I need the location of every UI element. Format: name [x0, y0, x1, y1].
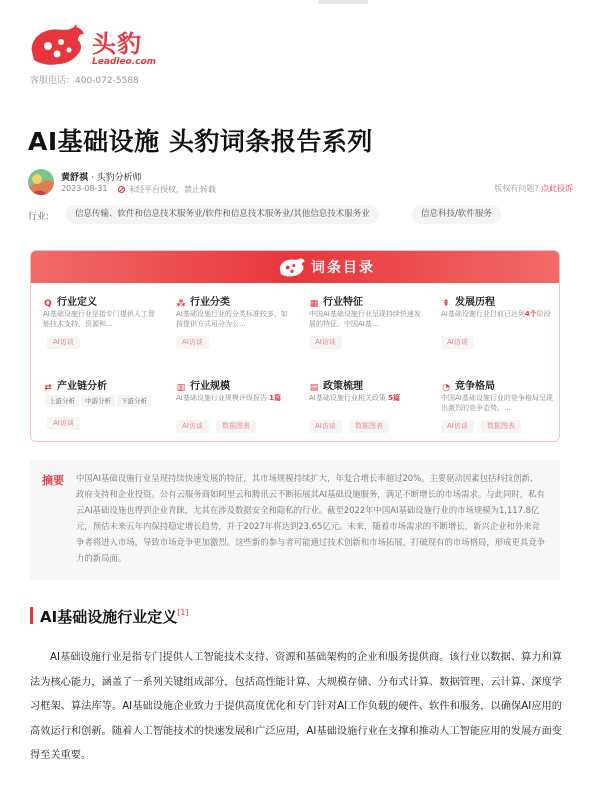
- history-icon: ⇞: [442, 299, 450, 309]
- toc-item-title: 行业特征: [323, 297, 363, 308]
- section-title: [40, 606, 189, 627]
- toc-item-desc: [309, 393, 427, 413]
- data-chart-chip[interactable]: 数据图表: [216, 420, 256, 433]
- toc-item-title: 行业定义: [57, 297, 97, 308]
- prohibited-icon: [118, 186, 125, 193]
- toc-desc-text: AI基础设施行业相关政策: [309, 394, 389, 402]
- toc-desc-text: AI基础设施行业规模评级报告: [176, 394, 270, 402]
- repost-notice: [118, 184, 216, 195]
- chain-icon: ⇄: [44, 383, 52, 393]
- avatar-image-icon: [28, 169, 54, 195]
- data-chart-chip[interactable]: 数据图表: [481, 420, 521, 433]
- ai-interview-chip[interactable]: AI访谈: [441, 336, 474, 349]
- midstream-chip[interactable]: 中游分析: [81, 395, 115, 407]
- abstract-label: 摘要: [42, 474, 64, 487]
- data-chart-chip[interactable]: 数据图表: [349, 420, 389, 433]
- industry-tag[interactable]: 信息传输、软件和信息技术服务业/软件和信息技术服务业/其他信息技术服务业: [66, 205, 379, 224]
- copyright-question: [494, 183, 573, 194]
- author-line: 黄舒祺 · 头豹分析师: [61, 173, 142, 183]
- toc-item-heading: [441, 293, 495, 309]
- ai-interview-chip[interactable]: AI访谈: [309, 336, 342, 349]
- toc-item-desc: [441, 309, 559, 329]
- ai-interview-chip[interactable]: AI访谈: [441, 420, 474, 433]
- author-name[interactable]: 黄舒祺: [61, 173, 89, 183]
- toc-title: 词条目录: [311, 260, 375, 276]
- toc-desc-text: AI基础设施行业目前已达到: [441, 310, 525, 318]
- toc-header: [31, 251, 559, 283]
- toc-item-desc: 中国AI基础设施行业呈现持续快速发展的特征。中国AI基...: [309, 310, 421, 328]
- toc-item-heading: [176, 377, 230, 393]
- toc-item-title: 竞争格局: [455, 381, 495, 392]
- repost-notice-text: 未经平台授权，禁止转载: [128, 185, 216, 194]
- toc-desc-count: 1篇: [269, 394, 281, 402]
- toc-item-history[interactable]: [441, 293, 560, 363]
- publish-date: 2023-08-31: [61, 184, 108, 193]
- toc-item-features[interactable]: [309, 293, 435, 363]
- section-title-text: AI基础设施行业定义: [40, 608, 178, 626]
- toc-item-competition[interactable]: [441, 377, 560, 442]
- toc-item-title: 行业规模: [190, 381, 230, 392]
- toc-item-title: 产业链分析: [57, 381, 107, 392]
- ai-interview-chip[interactable]: AI访谈: [176, 336, 209, 349]
- abstract-box: [30, 460, 560, 580]
- toc-item-title: 发展历程: [455, 297, 495, 308]
- top-edge-mark: [318, 0, 368, 4]
- section-body: AI基础设施行业是指专门提供人工智能技术支持、资源和基础架构的企业和服务提供商。该行业以数据、算力和算法为核心能力，涵盖了一系列关键组成部分，包括高性能计算、大规模存储、分布式计算、数据管理、云计算、深度学习框架、算法库等。AI基础设施企业致力于提供高度优化和专门针对AI工作负载的硬件、软件和服务，以确保AI应用的高效运行和创新。随着人工智能技术的快速发展和广泛应用，AI基础设施行业在支撑和推动人工智能应用的发展方面变得至关重要。: [30, 652, 562, 761]
- toc-desc-count: 4个: [524, 310, 537, 318]
- toc-item-title: 行业分类: [190, 297, 230, 308]
- ai-interview-chip[interactable]: AI访谈: [309, 420, 342, 433]
- toc-item-heading: [441, 377, 495, 393]
- toc-item-policy[interactable]: [309, 377, 435, 442]
- toc-item-desc: 中国AI基础设施行业的竞争格局呈现出激烈的竞争态势。...: [441, 394, 553, 412]
- classification-icon: ⁂: [176, 299, 186, 309]
- ai-interview-chip[interactable]: AI访谈: [176, 420, 209, 433]
- toc-desc-count: 5篇: [388, 394, 400, 402]
- ai-interview-chip[interactable]: AI访谈: [47, 336, 80, 349]
- policy-icon: ▤: [309, 383, 319, 393]
- definition-icon: Q: [44, 299, 52, 309]
- leopard-logo-icon: [277, 256, 307, 278]
- toc-item-title: 政策梳理: [323, 381, 363, 392]
- footnote-ref[interactable]: [1]: [177, 608, 189, 617]
- competition-icon: ◔: [442, 383, 450, 393]
- ai-interview-chip[interactable]: AI访谈: [47, 417, 80, 430]
- toc-item-desc: [176, 393, 294, 413]
- abstract-text: 中国AI基础设施行业呈现持续快速发展的特征，其市场规模持续扩大，年复合增长率超过20%。主要驱动因素包括科技创新、政府支持和企业投资。公有云服务商如阿里云和腾讯云不断拓展其AI基础设施服务，满足不断增长的市场需求。与此同时，私有云AI基础设施也得到企业青睐，尤其在涉及数据安全和隐私的行业。截至2022年中国AI基础设施行业的市场规模为1,117.8亿元，预估未来五年内保持稳定增长趋势，并于2027年将达到23.65亿元。未来，随着市场需求的不断增长，新兴企业和外来竞争者将进入市场，导致市场竞争更加激烈。这些新的参与者可能通过技术创新和市场拓展，打破现有的市场格局，形成更具竞争力的新局面。: [76, 473, 545, 563]
- industry-row: [28, 205, 573, 225]
- toc-item-heading: [43, 293, 97, 309]
- industry-tag[interactable]: 信息科技/软件服务: [412, 205, 501, 224]
- toc-card: [30, 250, 560, 442]
- toc-item-definition[interactable]: [43, 293, 169, 363]
- features-icon: ▦: [309, 299, 319, 309]
- toc-desc-text: 阶段: [536, 310, 551, 318]
- section-accent-bar: [30, 607, 33, 624]
- toc-item-heading: [309, 293, 363, 309]
- author-role: 头豹分析师: [96, 173, 142, 183]
- leopard-logo-icon: [28, 22, 86, 68]
- page-title: AI基础设施 头豹词条报告系列: [28, 127, 373, 156]
- toc-item-heading: [176, 293, 230, 309]
- brand-name: 头豹: [92, 30, 142, 58]
- avatar[interactable]: [28, 169, 54, 195]
- toc-item-heading: [309, 377, 363, 393]
- toc-item-classification[interactable]: [176, 293, 302, 363]
- report-link[interactable]: 点此投诉: [541, 184, 573, 193]
- toc-item-desc: AI基础设施行业的分类标准较多，如按提供方式可分为公...: [176, 310, 288, 328]
- scale-icon: ▥: [176, 383, 186, 393]
- toc-item-scale[interactable]: [176, 377, 302, 442]
- toc-item-heading: [43, 377, 107, 393]
- author-row: [28, 169, 573, 197]
- toc-item-chain[interactable]: [43, 377, 169, 442]
- toc-item-desc: AI基础设施行业是指专门提供人工智能技术支持、资源和...: [43, 310, 155, 328]
- contact-phone: 客服电话：400-072-5588: [30, 76, 139, 86]
- downstream-chip[interactable]: 下游分析: [117, 395, 151, 407]
- industry-label: 行业:: [28, 212, 50, 222]
- copyright-question-text: 版权有问题?: [494, 184, 539, 193]
- upstream-chip[interactable]: 上游分析: [45, 395, 79, 407]
- brand-logo[interactable]: [28, 22, 158, 76]
- brand-url: Leadleo.com: [92, 57, 157, 67]
